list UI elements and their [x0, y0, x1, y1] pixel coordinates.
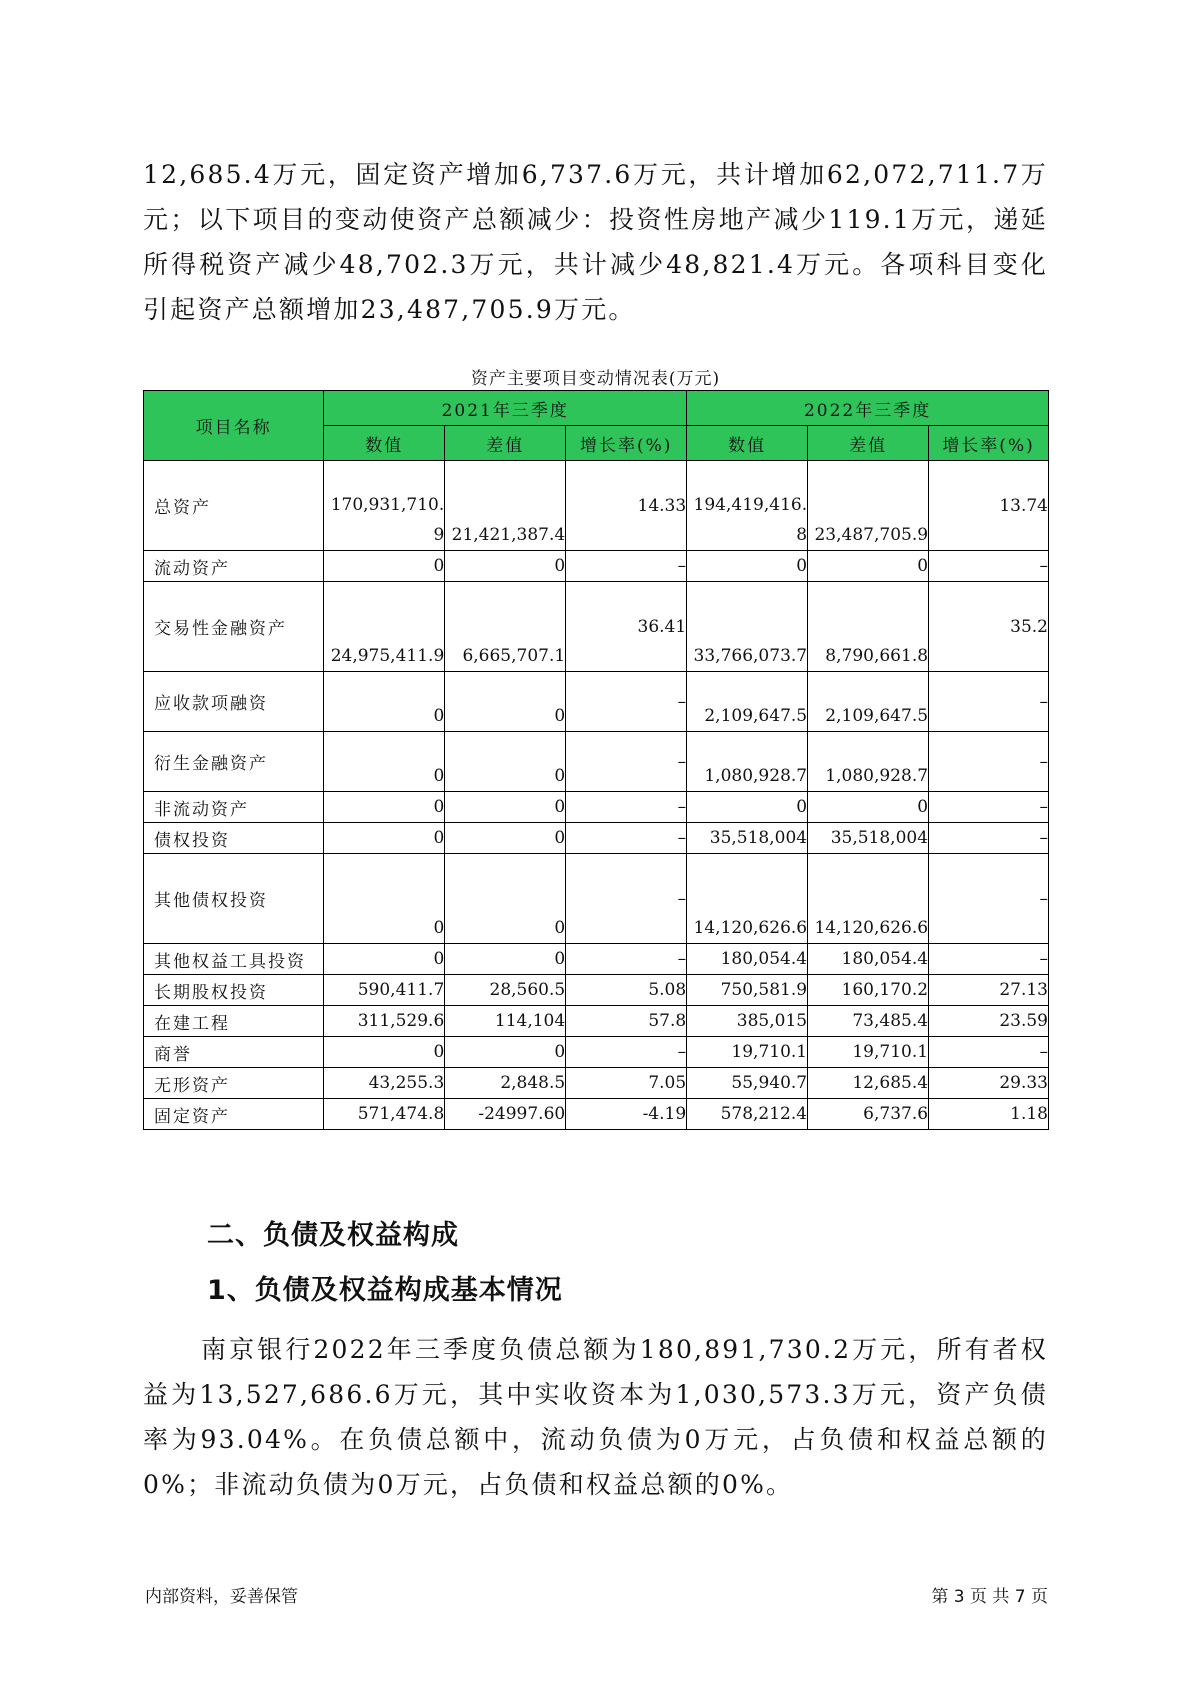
cell-g21: 57.8	[566, 1006, 687, 1037]
table-body	[144, 461, 1049, 1130]
cell-d22: 2,109,647.5	[808, 672, 929, 732]
table-row	[144, 461, 1049, 551]
cell-d22: 73,485.4	[808, 1006, 929, 1037]
cell-d22: 0	[808, 551, 929, 582]
cell-v22: 14,120,626.6	[687, 854, 808, 944]
cell-v21: 0	[324, 854, 445, 944]
footer-page-number: 第 3 页 共 7 页	[931, 1587, 1048, 1607]
cell-g22: 35.2	[929, 582, 1049, 672]
cell-g21: –	[566, 792, 687, 823]
table-row	[144, 854, 1049, 944]
cell-v21: 311,529.6	[324, 1006, 445, 1037]
cell-d22: 6,737.6	[808, 1099, 929, 1130]
cell-v22: 180,054.4	[687, 944, 808, 975]
cell-g21: -4.19	[566, 1099, 687, 1130]
cell-g22: –	[929, 792, 1049, 823]
header-value-2021: 数值	[324, 426, 445, 461]
header-diff-2022: 差值	[808, 426, 929, 461]
row-item-name: 交易性金融资产	[144, 582, 324, 672]
cell-d21: 21,421,387.4	[445, 461, 566, 551]
table-row	[144, 732, 1049, 792]
body-paragraph-1: 12,685.4万元，固定资产增加6,737.6万元，共计增加62,072,711.7万元；以下项目的变动使资产总额减少：投资性房地产减少119.1万元，递延所得税资产减少48,702.3万元，共计减少48,821.4万元。各项科目变化引起资产总额增加23,487,705.9万元。	[143, 160, 1048, 324]
header-period-2021: 2021年三季度	[324, 391, 687, 426]
cell-d21: 2,848.5	[445, 1068, 566, 1099]
cell-g21: 7.05	[566, 1068, 687, 1099]
cell-v21: 571,474.8	[324, 1099, 445, 1130]
body-paragraph-2: 南京银行2022年三季度负债总额为180,891,730.2万元，所有者权益为13,527,686.6万元，其中实收资本为1,030,573.3万元，资产负债率为93.04%。在负债总额中，流动负债为0万元，占负债和权益总额的0%；非流动负债为0万元，占负债和权益总额的0%。	[143, 1335, 1048, 1499]
cell-g21: –	[566, 672, 687, 732]
header-growth-2021: 增长率(%)	[566, 426, 687, 461]
cell-g21: 36.41	[566, 582, 687, 672]
cell-d21: 0	[445, 732, 566, 792]
row-item-name: 商誉	[144, 1037, 324, 1068]
cell-g21: –	[566, 854, 687, 944]
cell-g22: –	[929, 854, 1049, 944]
cell-g22: 23.59	[929, 1006, 1049, 1037]
cell-v22: 0	[687, 551, 808, 582]
cell-d21: 114,104	[445, 1006, 566, 1037]
cell-v22: 750,581.9	[687, 975, 808, 1006]
cell-g22: –	[929, 551, 1049, 582]
header-value-2022: 数值	[687, 426, 808, 461]
cell-d21: -24997.60	[445, 1099, 566, 1130]
cell-d21: 0	[445, 944, 566, 975]
cell-v22: 2,109,647.5	[687, 672, 808, 732]
cell-v21: 0	[324, 732, 445, 792]
cell-g21: 14.33	[566, 461, 687, 551]
cell-v21: 0	[324, 792, 445, 823]
section-heading: 二、负债及权益构成	[207, 1220, 459, 1251]
header-growth-2022: 增长率(%)	[929, 426, 1049, 461]
subsection-heading: 1、负债及权益构成基本情况	[207, 1275, 563, 1306]
cell-v22: 194,419,416.8	[687, 461, 808, 551]
cell-d22: 23,487,705.9	[808, 461, 929, 551]
cell-v22: 33,766,073.7	[687, 582, 808, 672]
cell-d21: 0	[445, 672, 566, 732]
table-row	[144, 1006, 1049, 1037]
cell-d21: 0	[445, 854, 566, 944]
cell-g21: –	[566, 944, 687, 975]
cell-g22: –	[929, 672, 1049, 732]
row-item-name: 非流动资产	[144, 792, 324, 823]
row-item-name: 在建工程	[144, 1006, 324, 1037]
row-item-name: 总资产	[144, 461, 324, 551]
cell-v21: 590,411.7	[324, 975, 445, 1006]
table-row	[144, 1037, 1049, 1068]
cell-g22: 27.13	[929, 975, 1049, 1006]
cell-v22: 19,710.1	[687, 1037, 808, 1068]
footer-confidential-note: 内部资料，妥善保管	[145, 1587, 298, 1607]
header-diff-2021: 差值	[445, 426, 566, 461]
cell-g21: 5.08	[566, 975, 687, 1006]
header-period-2022: 2022年三季度	[687, 391, 1049, 426]
cell-v21: 0	[324, 1037, 445, 1068]
table-row	[144, 1099, 1049, 1130]
cell-v21: 0	[324, 551, 445, 582]
cell-g22: 1.18	[929, 1099, 1049, 1130]
asset-change-table	[143, 390, 1049, 1130]
cell-g22: –	[929, 732, 1049, 792]
row-item-name: 衍生金融资产	[144, 732, 324, 792]
cell-d22: 14,120,626.6	[808, 854, 929, 944]
cell-d22: 160,170.2	[808, 975, 929, 1006]
header-item-name: 项目名称	[144, 391, 324, 461]
cell-v21: 0	[324, 823, 445, 854]
cell-d21: 0	[445, 823, 566, 854]
cell-v22: 55,940.7	[687, 1068, 808, 1099]
cell-v22: 1,080,928.7	[687, 732, 808, 792]
cell-g22: –	[929, 944, 1049, 975]
cell-v22: 0	[687, 792, 808, 823]
cell-g21: –	[566, 732, 687, 792]
row-item-name: 流动资产	[144, 551, 324, 582]
cell-v21: 24,975,411.9	[324, 582, 445, 672]
cell-d22: 1,080,928.7	[808, 732, 929, 792]
cell-g21: –	[566, 551, 687, 582]
cell-v21: 43,255.3	[324, 1068, 445, 1099]
cell-d22: 8,790,661.8	[808, 582, 929, 672]
row-item-name: 其他权益工具投资	[144, 944, 324, 975]
cell-d22: 19,710.1	[808, 1037, 929, 1068]
table-row	[144, 944, 1049, 975]
cell-d22: 0	[808, 792, 929, 823]
table-row	[144, 582, 1049, 672]
cell-g21: –	[566, 823, 687, 854]
cell-g22: –	[929, 823, 1049, 854]
table-row	[144, 792, 1049, 823]
table-row	[144, 1068, 1049, 1099]
cell-g22: 29.33	[929, 1068, 1049, 1099]
row-item-name: 应收款项融资	[144, 672, 324, 732]
cell-d22: 35,518,004	[808, 823, 929, 854]
table-caption: 资产主要项目变动情况表(万元)	[470, 369, 721, 389]
table-row	[144, 672, 1049, 732]
cell-d21: 0	[445, 1037, 566, 1068]
cell-d22: 12,685.4	[808, 1068, 929, 1099]
cell-d21: 6,665,707.1	[445, 582, 566, 672]
cell-d21: 28,560.5	[445, 975, 566, 1006]
cell-g22: 13.74	[929, 461, 1049, 551]
cell-v22: 35,518,004	[687, 823, 808, 854]
row-item-name: 无形资产	[144, 1068, 324, 1099]
cell-v22: 385,015	[687, 1006, 808, 1037]
row-item-name: 固定资产	[144, 1099, 324, 1130]
cell-d21: 0	[445, 551, 566, 582]
cell-v21: 170,931,710.9	[324, 461, 445, 551]
cell-v21: 0	[324, 944, 445, 975]
cell-v22: 578,212.4	[687, 1099, 808, 1130]
row-item-name: 长期股权投资	[144, 975, 324, 1006]
cell-v21: 0	[324, 672, 445, 732]
cell-g21: –	[566, 1037, 687, 1068]
row-item-name: 债权投资	[144, 823, 324, 854]
row-item-name: 其他债权投资	[144, 854, 324, 944]
table-row	[144, 975, 1049, 1006]
table-row	[144, 823, 1049, 854]
cell-d22: 180,054.4	[808, 944, 929, 975]
cell-d21: 0	[445, 792, 566, 823]
cell-g22: –	[929, 1037, 1049, 1068]
table-row	[144, 551, 1049, 582]
